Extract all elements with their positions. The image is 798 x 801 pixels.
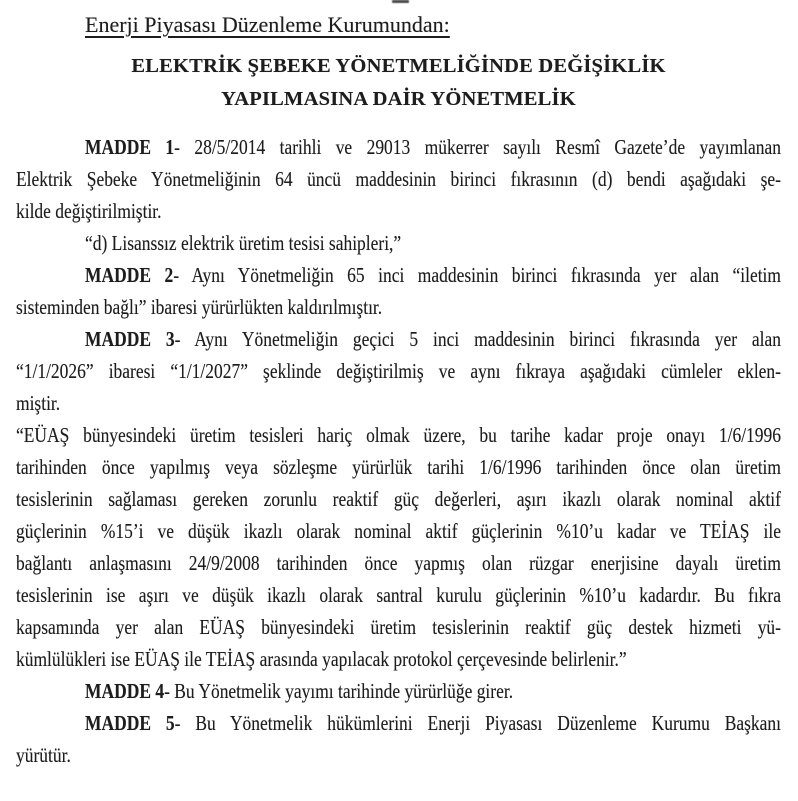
text-segment: “d) Lisanssız elektrik üretim tesisi sahipleri,” bbox=[85, 231, 402, 255]
text-segment: tesislerinin sağlaması gereken zorunlu reaktif güç değerleri, aşırı ikazlı olarak nominal aktif bbox=[16, 487, 781, 511]
text-segment: güçlerinin %15’i ve düşük ikazlı olarak nominal aktif güçlerinin %10’u kadar ve TEİAŞ ile bbox=[16, 519, 781, 543]
text-segment: bağlantı anlaşmasını 24/9/2008 tarihinden önce yapmış olan rüzgar enerjisine dayalı üretim bbox=[16, 551, 781, 575]
text-segment: yürütür. bbox=[16, 743, 71, 767]
text-line bbox=[16, 643, 781, 675]
document-body bbox=[16, 131, 798, 771]
text-line bbox=[16, 195, 781, 227]
text-line bbox=[16, 227, 781, 259]
text-segment: miştir. bbox=[16, 391, 61, 415]
paragraph-madde-3 bbox=[16, 323, 798, 419]
text-segment: kapsamında yer alan EÜAŞ bünyesindeki üretim tesislerinin reaktif güç destek hizmeti yü- bbox=[16, 615, 781, 639]
text-line bbox=[16, 579, 781, 611]
text-segment: kümlülükleri ise EÜAŞ ile TEİAŞ arasında yapılacak protokol çerçevesinde belirlenir.” bbox=[16, 647, 627, 671]
cropped-text-fragment bbox=[392, 0, 409, 3]
text-line bbox=[16, 483, 781, 515]
text-segment: tarihinden önce yapılmış veya sözleşme yürürlük tarihi 1/6/1996 tarihinden önce olan üretim bbox=[16, 455, 781, 479]
article-number-label: MADDE 3 bbox=[85, 327, 175, 351]
text-segment: sisteminden bağlı” ibaresi yürürlükten kaldırılmıştır. bbox=[16, 295, 383, 319]
text-line bbox=[16, 387, 781, 419]
text-segment: “EÜAŞ bünyesindeki üretim tesisleri hariç olmak üzere, bu tarihe kadar proje onayı 1/6/1996 bbox=[16, 423, 781, 447]
text-segment: - Aynı Yönetmeliğin geçici 5 inci maddesinin birinci fıkrasında yer alan bbox=[174, 327, 781, 351]
regulation-title-line2: YAPILMASINA DAİR YÖNETMELİK bbox=[221, 88, 576, 110]
text-line bbox=[16, 451, 781, 483]
text-segment: - 28/5/2014 tarihli ve 29013 mükerrer sayılı Resmî Gazete’de yayımlanan bbox=[174, 135, 781, 159]
article-number-label: MADDE 1 bbox=[85, 135, 175, 159]
text-line bbox=[16, 131, 781, 163]
article-number-label: MADDE 5 bbox=[85, 711, 175, 735]
paragraph-madde-2 bbox=[16, 259, 798, 323]
article-number-label: MADDE 2 bbox=[85, 263, 174, 287]
text-line bbox=[16, 355, 781, 387]
text-segment: kilde değiştirilmiştir. bbox=[16, 199, 162, 223]
text-segment: - Aynı Yönetmeliğin 65 inci maddesinin birinci fıkrasında yer alan “iletim bbox=[173, 263, 781, 287]
text-line bbox=[16, 675, 781, 707]
regulation-title-line1: ELEKTRİK ŞEBEKE YÖNETMELİĞİNDE DEĞİŞİKLİK bbox=[131, 55, 666, 77]
text-segment: - Bu Yönetmelik yayımı tarihinde yürürlüğe girer. bbox=[164, 679, 514, 703]
paragraph-madde-5 bbox=[16, 707, 798, 771]
text-segment: Elektrik Şebeke Yönetmeliğinin 64 üncü maddesinin birinci fıkrasının (d) bendi aşağıdaki şe- bbox=[16, 167, 781, 191]
text-segment: “1/1/2026” ibaresi “1/1/2027” şeklinde değiştirilmiş ve aynı fıkraya aşağıdaki cümleler eklen- bbox=[16, 359, 781, 383]
text-segment: tesislerinin ise aşırı ve düşük ikazlı olarak santral kurulu güçlerinin %10’u kadardır. Bu fıkra bbox=[16, 583, 781, 607]
text-line bbox=[16, 707, 781, 739]
article-number-label: MADDE 4 bbox=[85, 679, 165, 703]
text-line bbox=[16, 611, 781, 643]
text-line bbox=[16, 163, 781, 195]
text-line bbox=[16, 291, 781, 323]
paragraph-madde-1-quote bbox=[16, 227, 798, 259]
text-line bbox=[16, 739, 781, 771]
text-line bbox=[16, 547, 781, 579]
issuing-authority-heading: Enerji Piyasası Düzenleme Kurumundan: bbox=[85, 12, 450, 37]
text-line bbox=[16, 323, 781, 355]
text-line bbox=[16, 515, 781, 547]
text-segment: - Bu Yönetmelik hükümlerini Enerji Piyasası Düzenleme Kurumu Başkanı bbox=[174, 711, 781, 735]
paragraph-madde-4 bbox=[16, 675, 798, 707]
text-line bbox=[16, 419, 781, 451]
text-line bbox=[16, 259, 781, 291]
paragraph-madde-3-quote bbox=[16, 419, 798, 675]
regulation-title bbox=[16, 50, 781, 116]
paragraph-madde-1 bbox=[16, 131, 798, 227]
